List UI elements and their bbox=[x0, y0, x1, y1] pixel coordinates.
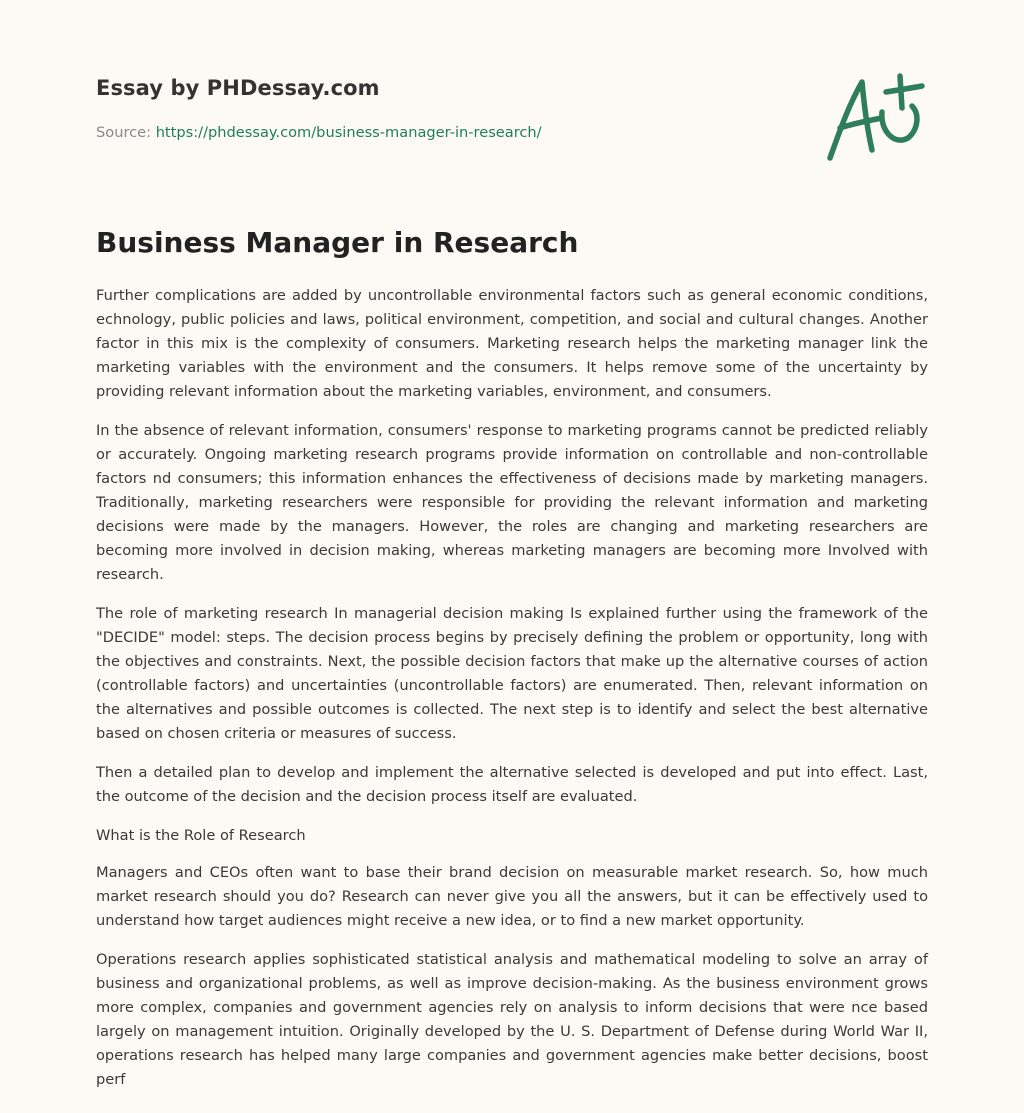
site-title: Essay by PHDessay.com bbox=[96, 76, 380, 100]
source-link[interactable]: https://phdessay.com/business-manager-in-research/ bbox=[155, 124, 542, 141]
essay-body bbox=[96, 284, 928, 1107]
source-line bbox=[96, 124, 542, 141]
essay-paragraph: Then a detailed plan to develop and implement the alternative selected is developed and put into effect. Last, the outcome of the decision and the decision process itself are evaluated. bbox=[96, 764, 928, 805]
essay-paragraph: In the absence of relevant information, consumers' response to marketing programs cannot be predicted reliably or accurately. Ongoing marketing research programs provide information on controllable and non-controllable factors nd consumers; this information enhances the effectiveness of decisions made by marketing managers. Traditionally, marketing researchers were responsible for providing the relevant information and marketing decisions were made by the managers. However, the roles are changing and marketing researchers are becoming more involved in decision making, whereas marketing managers are becoming more Involved with research. bbox=[96, 422, 928, 583]
a-plus-grade-icon bbox=[820, 66, 930, 166]
essay-paragraph: Operations research applies sophisticated statistical analysis and mathematical modeling to solve an array of business and organizational problems, as well as improve decision-making. As the business environment grows more complex, companies and government agencies rely on analysis to inform decisions that were nce based largely on management intuition. Originally developed by the U. S. Department of Defense during World War II, operations research has helped many large companies and government agencies make better decisions, boost perf bbox=[96, 951, 928, 1088]
essay-paragraph: The role of marketing research In managerial decision making Is explained further using the framework of the "DECIDE" model: steps. The decision process begins by precisely defining the problem or opportunity, long with the objectives and constraints. Next, the possible decision factors that make up the alternative courses of action (controllable factors) and uncertainties (uncontrollable factors) are enumerated. Then, relevant information on the alternatives and possible outcomes is collected. The next step is to identify and select the best alternative based on chosen criteria or measures of success. bbox=[96, 605, 928, 742]
essay-paragraph: Further complications are added by uncontrollable environmental factors such as general economic conditions, echnology, public policies and laws, political environment, competition, and social and cultural changes. Another factor in this mix is the complexity of consumers. Marketing research helps the marketing manager link the marketing variables with the environment and the consumers. It helps remove some of the uncertainty by providing relevant information about the marketing variables, environment, and consumers. bbox=[96, 287, 928, 400]
essay-paragraph: Managers and CEOs often want to base their brand decision on measurable market research. So, how much market research should you do? Research can never give you all the answers, but it can be effectively used to understand how target audiences might receive a new idea, or to find a new market opportunity. bbox=[96, 864, 928, 929]
section-subheading: What is the Role of Research bbox=[96, 827, 306, 844]
essay-title: Business Manager in Research bbox=[96, 226, 579, 259]
source-label: Source: bbox=[96, 124, 152, 141]
